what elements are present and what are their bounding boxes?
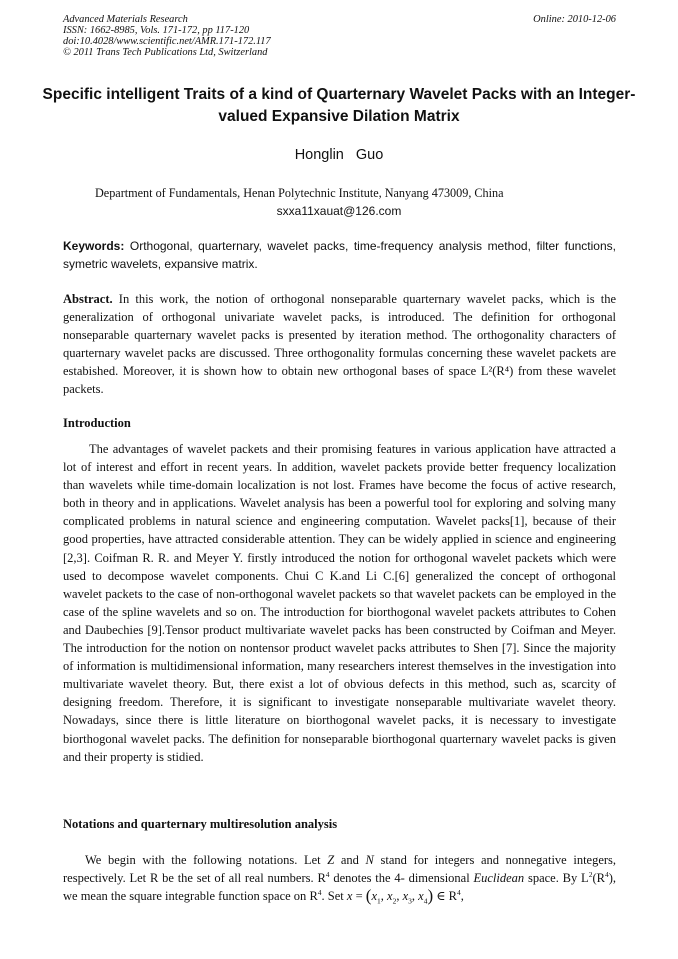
abstract-text: In this work, the notion of orthogonal nonseparable quarternary wavelet packs, which is the generalization of orthogonal univariate wavelet packs, is introduced. The definition for orthogonal nonseparable quarternary wavelet packs is presented by iteration method. The orthogonality characters of quarternary wavelet packs are discussed. Three orthogonality formulas concerning these wavelet packets are estabished. Moreover, it is shown how to obtain new orthogonal bases of space [63,292,617,379]
doi-line: doi:10.4028/www.scientific.net/AMR.171-172.117 [63,36,271,47]
affiliation: Department of Fundamentals, Henan Polytechnic Institute, Nanyang 473009, China [95,186,504,200]
journal-header [63,14,616,58]
online-date: Online: 2010-12-06 [533,14,616,25]
space-math: L²(R⁴) [480,364,514,379]
copyright-line: © 2011 Trans Tech Publications Ltd, Switzerland [63,47,268,58]
journal-name: Advanced Materials Research [63,14,188,25]
abstract-text-end: from these wavelet packets. [63,364,616,397]
author-name: Honglin Guo [294,147,384,163]
introduction-heading: Introduction [63,416,131,430]
set-x-formula: $x = (x_1$, $x_2$, $x_3$, $x_4$) ∈ $R^4$ [346,886,461,906]
abstract-label: Abstract. [63,292,113,306]
keywords-block [63,237,616,273]
abstract-block [63,290,616,399]
notations-paragraph: We begin with the following notations. Let Z and N stand for integers and nonnegative integers, respectively. Let R be the set of all real numbers. $R^4$ denotes the 4- dimensional Euclidean space. By $L^2(R^4)$, we mean the square integrable function space on $R^4$. Set $x = (x_1$, $x_2$, $x_3$, $x_4$) ∈ $R^4$, [63,853,617,906]
issn-line: ISSN: 1662-8985, Vols. 171-172, pp 117-120 [63,25,250,36]
author-email: sxxa11xauat@126.com [276,204,402,218]
keywords-text: Orthogonal, quarternary, wavelet packs, time-frequency analysis method, filter functions, symetric wavelets, expansive matrix. [63,239,616,271]
paper-title: Specific intelligent Traits of a kind of Quarternary Wavelet Packs with an Integer-valued Expansive Dilation Matrix [42,86,636,125]
introduction-paragraph: The advantages of wavelet packets and their promising features in various application have attracted a lot of interest and effort in recent years. In addition, wavelet packets provide better frequency localization than wavelets while time-domain localization is not lost. Frames have become the focus of active research, both in theory and in applications. Wavelet analysis has been a powerful tool for exploring and solving many complicated problems in natural science and engineering computation. Wavelet packs[1], because of their good properties, have attracted considerable attention. They can be widely applied in science and engineering [2,3]. Coifman R. R. and Meyer Y. firstly introduced the notion for orthogonal wavelet packets which were used to decompose wavelet components. Chui C K.and Li C.[6] generalized the concept of orthogonal wavelet packets to the case of non-orthogonal wavelet packets so that wavelet packets can be employed in the case of the spline wavelets and so on. The introduction for biorthogonal wavelet packets attributes to Cohen and Daubechies [9].Tensor product multivariate wavelet packs has been constructed by Coifman and Meyer. The introduction for the notion on nontensor product wavelet packs attributes to Shen [7]. Since the majority of information is multidimensional information, many researchers interest themselves in the investigation into multivariate wavelet theory. But, there exist a lot of obvious defects in this method, such as, scarcity of designing freedom. Therefore, it is significant to investigate nonseparable multivariate wavelet theory. Nowadays, since there is little literature on biorthogonal wavelet packs, it is necessary to investigate biorthogonal wavelet packs. The definition for nonseparable biorthogonal quarternary wavelet packs is given and their property is stidied. [63,442,616,764]
notations-heading: Notations and quarternary multiresolution analysis [63,817,338,831]
keywords-label: Keywords: [63,239,125,253]
